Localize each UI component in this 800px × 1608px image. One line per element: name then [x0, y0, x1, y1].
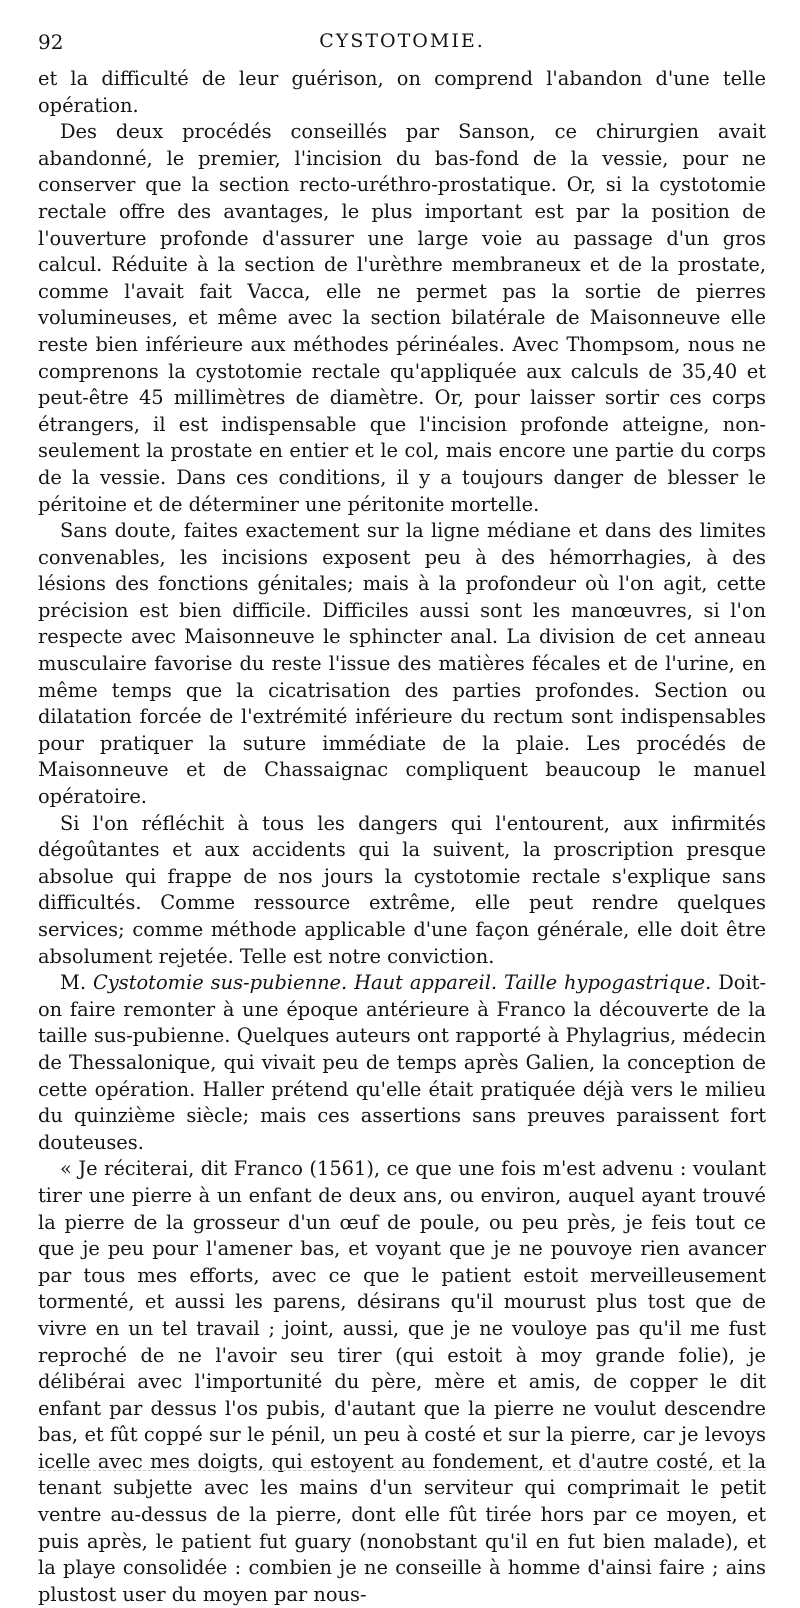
running-title: CYSTOTOMIE.	[319, 30, 485, 52]
body-text	[38, 66, 766, 1608]
section-letter: M.	[60, 971, 93, 995]
page-header	[38, 28, 766, 58]
paragraph-proscription: Si l'on réfléchit à tous les dangers qui l'entourent, aux infirmités dégoûtantes et aux accidents qui la suivent, la proscription presque absolue qui frappe de nos jours la cystotomie rectale s'explique sans difficultés. Comme ressource extrême, elle peut rendre quelques services; comme méthode applicable d'une façon générale, elle doit être absolument rejetée. Telle est notre conviction.	[38, 811, 766, 968]
paragraph-sanson-procedures: Des deux procédés conseillés par Sanson, ce chirurgien avait abandonné, le premier, l'incision du bas-fond de la vessie, pour ne conserver que la section recto-uréthro-prostatique. Or, si la cystotomie rectale offre des avantages, le plus important est par la position de l'ouverture profonde d'assurer une large voie au passage d'un gros calcul. Réduite à la section de l'urèthre membraneux et de la prostate, comme l'avait fait Vacca, elle ne permet pas la sortie de pierres volumineuses, et même avec la section bilatérale de Maisonneuve elle reste bien inférieure aux méthodes périnéales. Avec Thompsom, nous ne comprenons la cystotomie rectale qu'appliquée aux calculs de 35,40 et peut-être 45 millimètres de diamètre. Or, pour laisser sortir ces corps étrangers, il est indispensable que l'incision profonde atteigne, non-seulement la prostate en entier et le col, mais encore une partie du corps de la vessie. Dans ces conditions, il y a toujours danger de blesser le péritoine et de déterminer une péritonite mortelle.	[38, 120, 766, 516]
section-body: Doit-on faire remonter à une époque antérieure à Franco la découverte de la taille sus-pubienne. Quelques auteurs ont rapporté à Phylagrius, médecin de Thessalonique, qui vivait peu de temps après Galien, la conception de cette opération. Haller prétend qu'elle était pratiquée déjà vers le milieu du quinzième siècle; mais ces assertions sans preuves paraissent fort douteuses.	[38, 971, 767, 1154]
page-number: 92	[38, 30, 64, 54]
section-heading: Cystotomie sus-pubienne. Haut appareil. Taille hypogastrique.	[92, 971, 712, 995]
paragraph-continuation: et la difficulté de leur guérison, on comprend l'abandon d'une telle opération.	[38, 67, 766, 117]
footer-rule	[38, 1470, 766, 1471]
paragraph-incisions: Sans doute, faites exactement sur la ligne médiane et dans des limites convenables, les incisions exposent peu à des hémorrhagies, à des lésions des fonctions génitales; mais à la profondeur où l'on agit, cette précision est bien difficile. Difficiles aussi sont les manœuvres, si l'on respecte avec Maisonneuve le sphincter anal. La division de cet anneau musculaire favorise du reste l'issue des matières fécales et de l'urine, en même temps que la cicatrisation des parties profondes. Section ou dilatation forcée de l'extrémité inférieure du rectum sont indispensables pour pratiquer la suture immédiate de la plaie. Les procédés de Maisonneuve et de Chassaignac compliquent beaucoup le manuel opératoire.	[38, 519, 766, 809]
paragraph-franco-quote: « Je réciterai, dit Franco (1561), ce que une fois m'est advenu : voulant tirer une pierre à un enfant de deux ans, ou environ, auquel ayant trouvé la pierre de la grosseur d'un œuf de poule, ou peu près, je feis tout ce que je peu pour l'amener bas, et voyant que je ne pouvoye rien avancer par tous mes efforts, avec ce que le patient estoit merveilleusement tormenté, et aussi les parens, désirans qu'il mourust plus tost que de vivre en un tel travail ; joint, aussi, que je ne vouloye pas qu'il me fust reproché de ne l'avoir seu tirer (qui estoit à moy grande folie), je délibérai avec l'importunité du père, mère et amis, de copper le dit enfant par dessus l'os pubis, d'autant que la pierre ne voulut descendre bas, et fût coppé sur le pénil, un peu à costé et sur la pierre, car je levoys icelle avec mes doigts, qui estoyent au fondement, et d'autre costé, et la tenant subjette avec les mains d'un serviteur qui comprimait le petit ventre au-dessus de la pierre, dont elle fût tirée hors par ce moyen, et puis après, le patient fut guary (nonobstant qu'il en fut bien malade), et la playe consolidée : combien je ne conseille à homme d'ainsi faire ; ains plustost user du moyen par nous-	[38, 1157, 766, 1606]
paragraph-cystotomie-sus-pubienne	[38, 970, 766, 1156]
